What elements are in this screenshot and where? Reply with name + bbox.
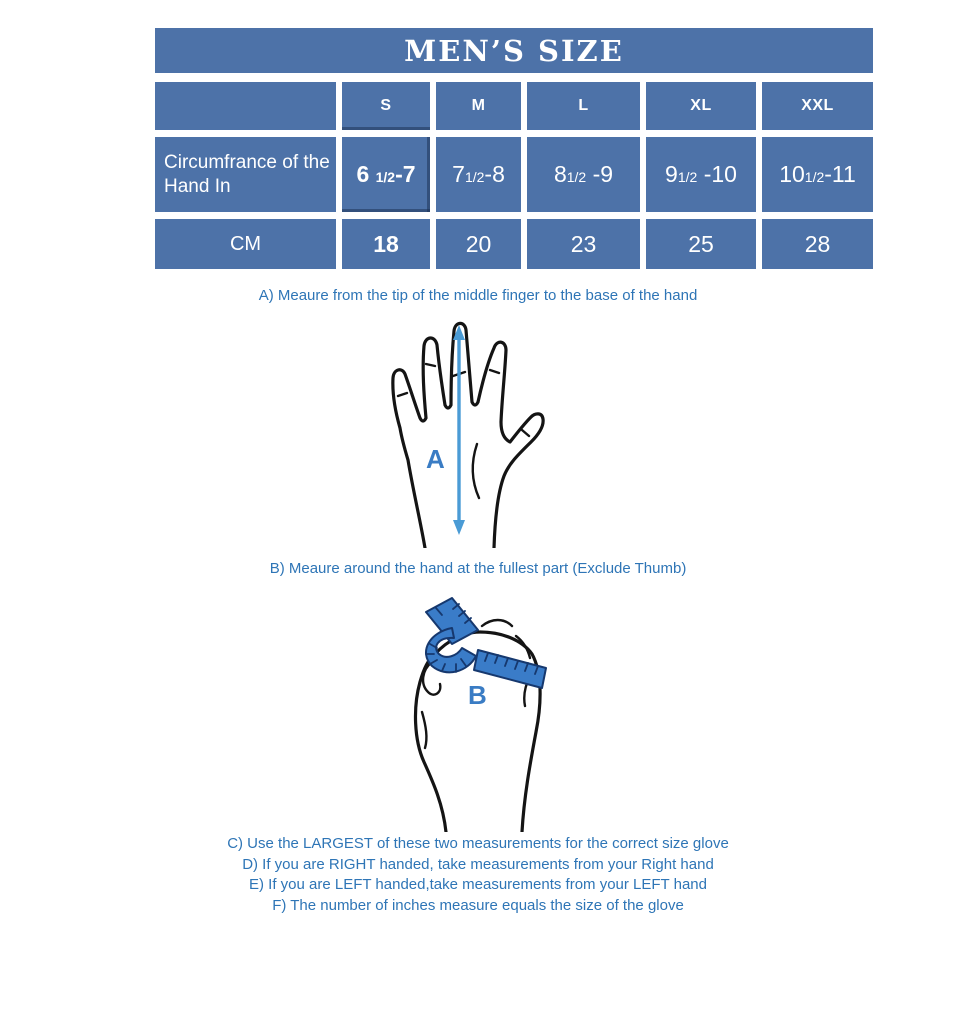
instruction-a: A) Meaure from the tip of the middle finger to the base of the hand (258, 287, 698, 304)
cm-value-xxl: 28 (762, 219, 873, 269)
instruction-f: F) The number of inches measure equals the size of the glove (272, 896, 684, 914)
cm-value-l: 23 (527, 219, 640, 269)
cm-row-label: CM (155, 219, 336, 269)
size-table-grid (155, 82, 873, 269)
inch-value-xxl: 101/2-11 (762, 137, 873, 212)
column-header-l: L (527, 82, 640, 130)
column-header-xxl: XXL (762, 82, 873, 130)
instruction-b: B) Meaure around the hand at the fullest part (Exclude Thumb) (269, 560, 687, 577)
mens-size-table (155, 28, 873, 269)
column-header-m: M (436, 82, 521, 130)
open-hand-illustration (358, 312, 608, 548)
inch-value-m: 71/2-8 (436, 137, 521, 212)
inch-value-l: 81/2 -9 (527, 137, 640, 212)
inch-value-s: 6 1/2-7 (342, 137, 430, 212)
cm-value-m: 20 (436, 219, 521, 269)
inch-value-xl: 91/2 -10 (646, 137, 756, 212)
column-header-xl: XL (646, 82, 756, 130)
instructions-block (0, 834, 956, 916)
hand-circumference-label: Circumfrance of the Hand In (155, 137, 336, 212)
column-header-s: S (342, 82, 430, 130)
instruction-d: D) If you are RIGHT handed, take measurements from your Right hand (242, 855, 714, 873)
corner-cell (155, 82, 336, 130)
hand-label-a: A (426, 444, 445, 474)
cm-value-s: 18 (342, 219, 430, 269)
instruction-c: C) Use the LARGEST of these two measurements for the correct size glove (227, 835, 729, 852)
instruction-e: E) If you are LEFT handed,take measurements from your LEFT hand (248, 876, 707, 894)
table-title: MEN’S SIZE (155, 28, 873, 73)
fist-label-b: B (468, 680, 487, 710)
fist-illustration (380, 592, 600, 832)
cm-value-xl: 25 (646, 219, 756, 269)
